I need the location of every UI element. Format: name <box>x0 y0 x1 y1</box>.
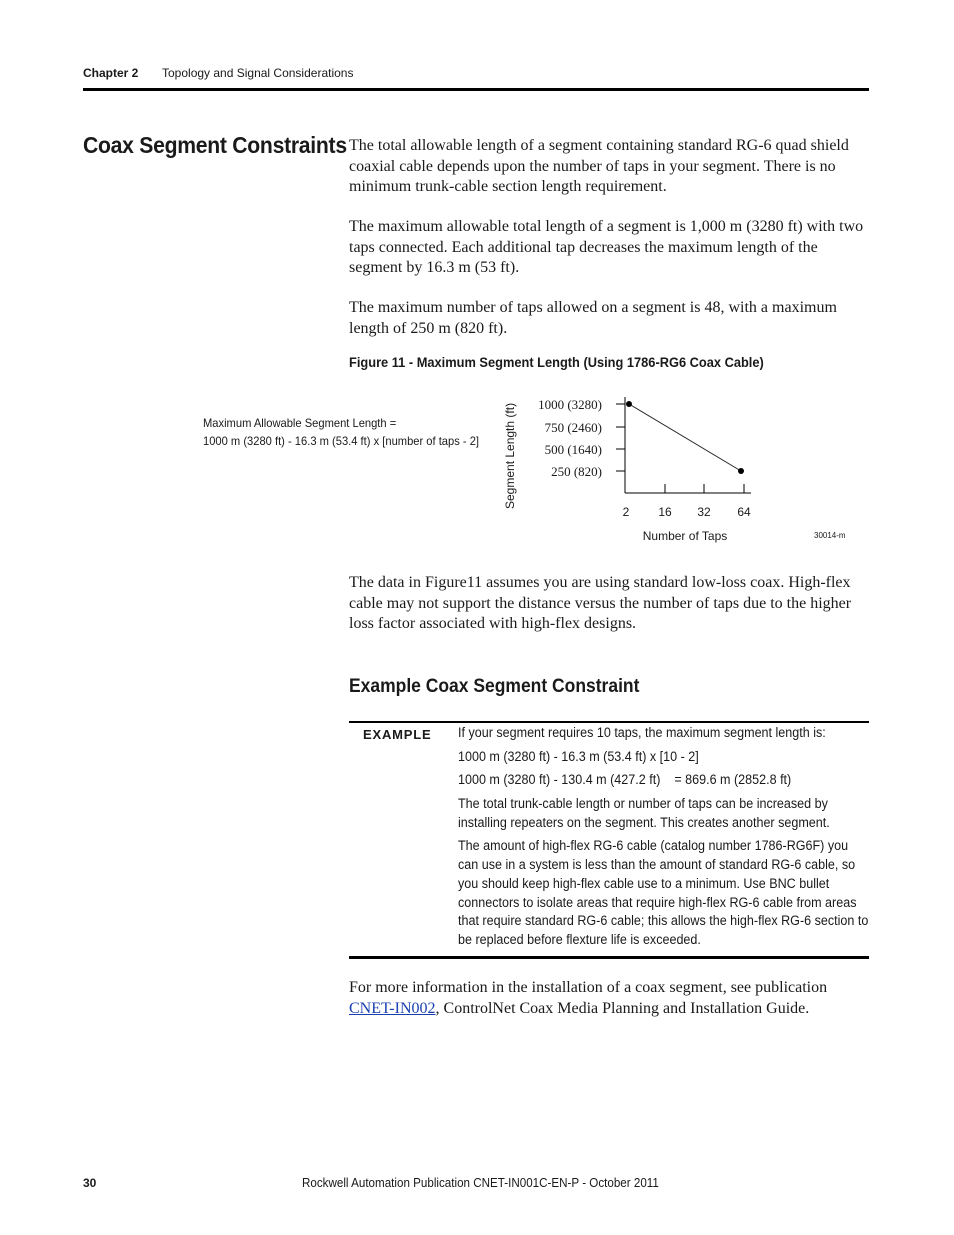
y-tick-label: 750 (2460) <box>544 420 602 435</box>
example-line: If your segment requires 10 taps, the maximum segment length is: <box>458 725 826 740</box>
example-line: 1000 m (3280 ft) - 130.4 m (427.2 ft) = 869.6 m (2852.8 ft) <box>458 772 792 788</box>
example-section-title: Example Coax Segment Constraint <box>349 676 640 697</box>
example-label: EXAMPLE <box>363 727 432 742</box>
formula-text <box>203 415 479 450</box>
x-tick-label: 32 <box>697 505 711 519</box>
closing-paragraph <box>349 978 869 1019</box>
example-top-rule <box>349 721 869 723</box>
paragraph-2: The maximum allowable total length of a segment is 1,000 m (3280 ft) with two taps connected. Each additional tap decreases the maximum length of the segment by 16.3 m (53 ft). <box>349 218 864 276</box>
x-axis-label: Number of Taps <box>642 529 728 543</box>
closing-text-after: , ControlNet Coax Media Planning and Installation Guide. <box>435 999 810 1017</box>
chapter-title: Topology and Signal Considerations <box>162 66 354 80</box>
y-tick-label: 1000 (3280) <box>538 397 602 412</box>
series-line <box>629 404 741 471</box>
x-tick-label: 64 <box>737 505 751 519</box>
example-bottom-rule <box>349 956 869 959</box>
x-tick-label: 16 <box>658 505 672 519</box>
segment-length-chart <box>496 390 856 550</box>
publication-footer: Rockwell Automation Publication CNET-IN001C-EN-P - October 2011 <box>302 1176 659 1190</box>
data-point <box>626 401 632 407</box>
x-tick-label: 2 <box>622 505 630 519</box>
publication-link[interactable]: CNET-IN002 <box>349 999 436 1017</box>
example-line: 1000 m (3280 ft) - 16.3 m (53.4 ft) x [10 - 2] <box>458 748 699 764</box>
data-point <box>738 468 744 474</box>
section-title: Coax Segment Constraints <box>83 132 347 158</box>
paragraph-3: The maximum number of taps allowed on a segment is 48, with a maximum length of 250 m (820 ft). <box>349 299 837 337</box>
y-tick-label: 250 (820) <box>551 464 602 479</box>
example-line: The total trunk-cable length or number of taps can be increased by installing repeaters on the segment. This creates another segment. <box>458 795 830 830</box>
formula-line-2: 1000 m (3280 ft) - 16.3 m (53.4 ft) x [number of taps - 2] <box>203 433 480 448</box>
closing-text: For more information in the installation of a coax segment, see publication <box>349 979 828 996</box>
example-body <box>458 724 869 955</box>
paragraph-after-figure: The data in Figure11 assumes you are using standard low-loss coax. High-flex cable may not support the distance versus the number of taps due to the higher loss factor associated with high-flex designs. <box>349 574 852 632</box>
page-number: 30 <box>83 1176 97 1190</box>
figure-caption: Figure 11 - Maximum Segment Length (Using 1786-RG6 Coax Cable) <box>349 355 764 370</box>
figure-id: 30014-m <box>814 531 846 540</box>
example-line: The amount of high-flex RG-6 cable (catalog number 1786-RG6F) you can use in a system is less than the amount of standard RG-6 cable, so you should keep high-flex cable use to a minimum. Use BNC bullet connectors to isolate areas that require high-flex RG-6 cable from areas that require standard RG-6 cable; this allows the high-flex RG-6 section to be replaced before flexture life is exceeded. <box>458 838 869 948</box>
formula-line-1: Maximum Allowable Segment Length = <box>203 416 397 430</box>
chapter-label: Chapter 2 <box>83 66 139 80</box>
y-axis-label: Segment Length (ft) <box>503 402 517 509</box>
paragraph-1: The total allowable length of a segment containing standard RG-6 quad shield coaxial cable depends upon the number of taps in your segment. There is no minimum trunk-cable section length requirement. <box>349 137 849 195</box>
header-rule <box>83 88 869 91</box>
y-tick-label: 500 (1640) <box>544 442 602 457</box>
